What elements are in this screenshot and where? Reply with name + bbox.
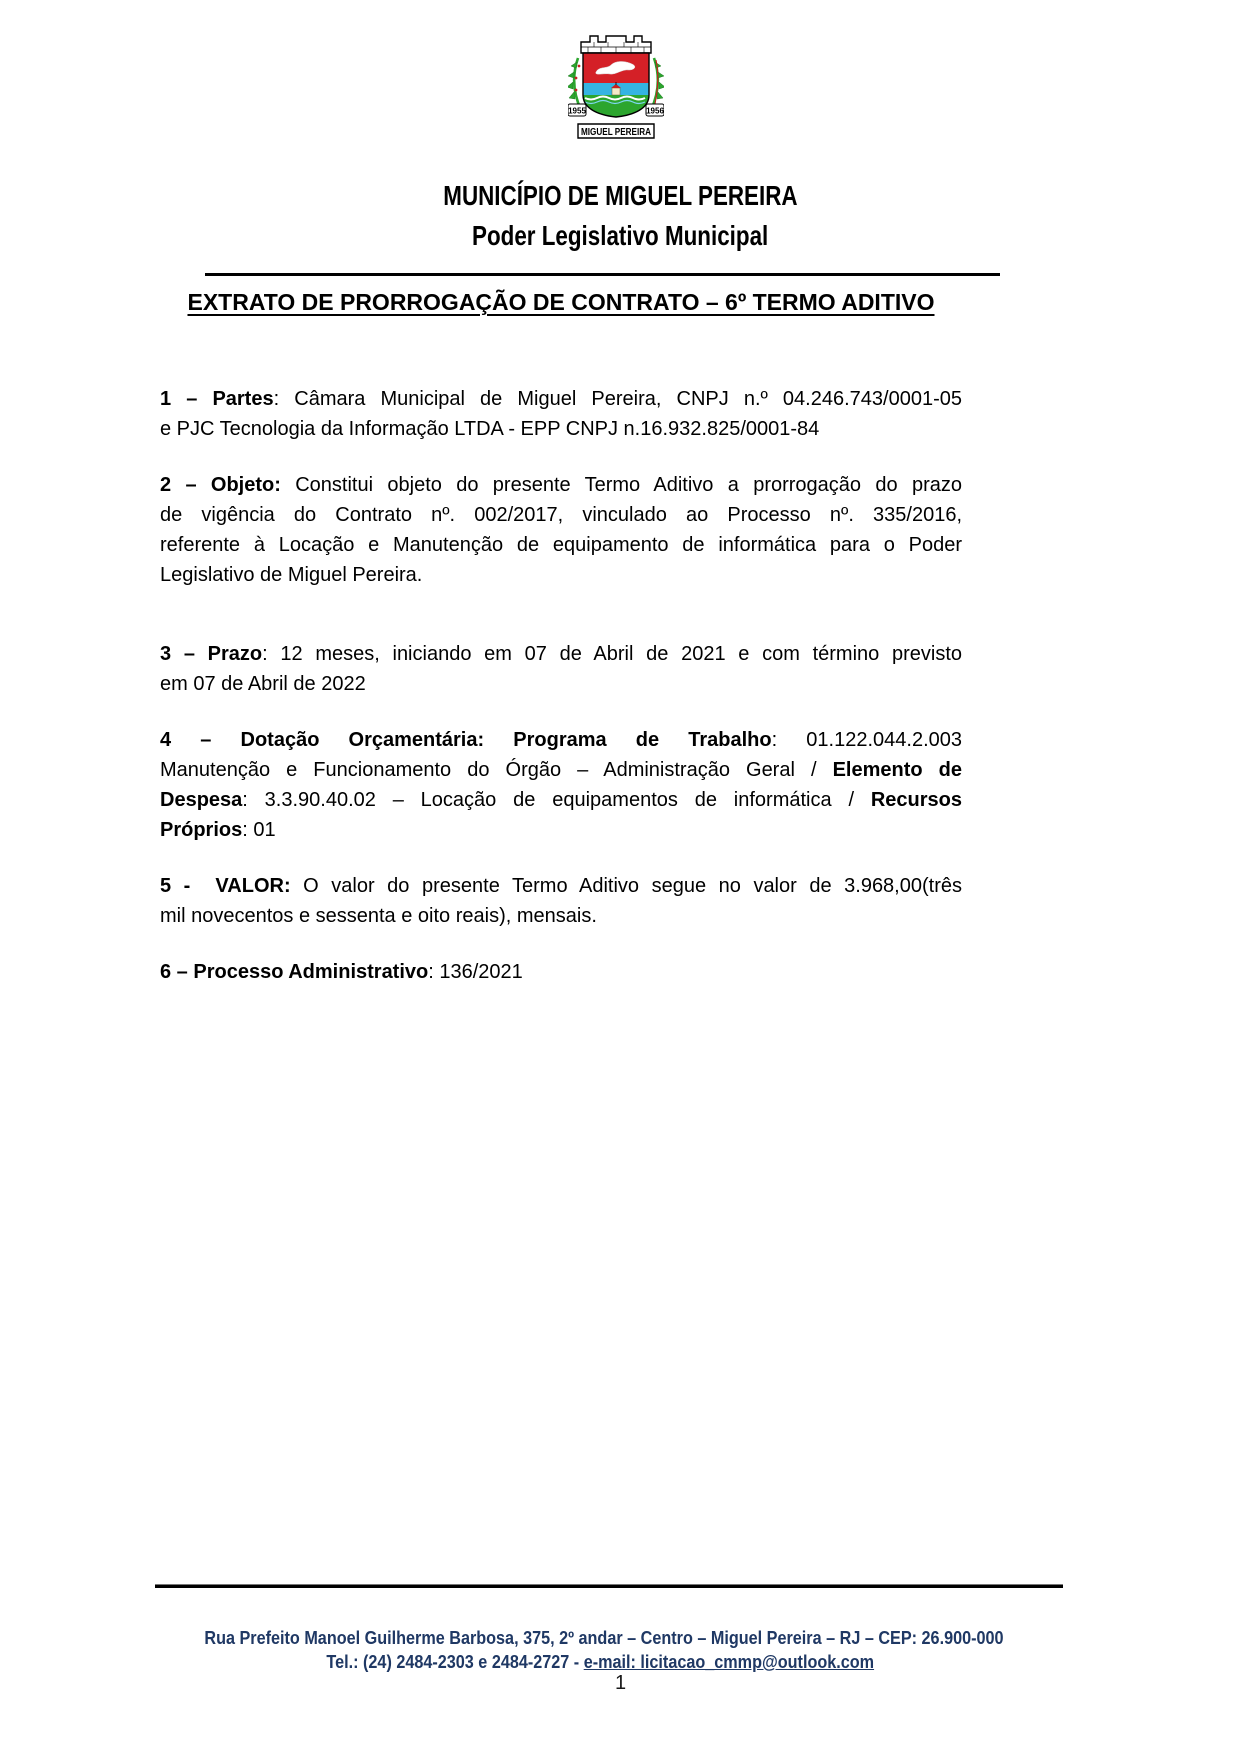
left-branch-icon: [568, 58, 581, 110]
mural-crown-icon: [581, 36, 651, 53]
right-branch-icon: [651, 58, 664, 110]
paragraph-line: em 07 de Abril de 2022: [160, 673, 366, 695]
municipality-title: MUNICÍPIO DE MIGUEL PEREIRA: [443, 180, 798, 211]
municipal-coat-of-arms: [568, 32, 664, 140]
paragraph-line: Despesa: 3.3.90.40.02 – Locação de equipamentos de informática / Recursos: [160, 789, 962, 811]
footer: [160, 1626, 1040, 1674]
svg-text:MIGUEL PEREIRA: MIGUEL PEREIRA: [581, 127, 651, 138]
paragraph-line: referente à Locação e Manutenção de equipamento de informática para o Poder: [160, 534, 962, 556]
body-paragraph: [160, 639, 962, 699]
year-scroll-left: [568, 104, 586, 116]
paragraph-line: 3 – Prazo: 12 meses, iniciando em 07 de Abril de 2021 e com término previsto: [160, 643, 962, 665]
shield-icon: [583, 53, 649, 117]
paragraph-line: e PJC Tecnologia da Informação LTDA - EPP CNPJ n.16.932.825/0001-84: [160, 418, 820, 440]
header-divider: [205, 273, 1000, 276]
crest-banner: [578, 124, 654, 138]
paragraph-line: 4 – Dotação Orçamentária: Programa de Trabalho: 01.122.044.2.003: [160, 729, 962, 751]
footer-divider: [155, 1585, 1063, 1588]
body-paragraph: [160, 470, 962, 590]
paragraph-line: Manutenção e Funcionamento do Órgão – Administração Geral / Elemento de: [160, 759, 962, 781]
document-title: EXTRATO DE PRORROGAÇÃO DE CONTRATO – 6º TERMO ADITIVO: [187, 289, 935, 315]
year-scroll-right: [646, 104, 664, 116]
legislative-subtitle: Poder Legislativo Municipal: [472, 220, 769, 251]
paragraph-line: 2 – Objeto: Constitui objeto do presente Termo Aditivo a prorrogação do prazo: [160, 474, 962, 496]
body-paragraph: [160, 871, 962, 931]
body-paragraph: [160, 725, 962, 845]
footer-address: Rua Prefeito Manoel Guilherme Barbosa, 375, 2º andar – Centro – Miguel Pereira – RJ – CEP: 26.900-000: [204, 1628, 1004, 1648]
paragraph-line: 6 – Processo Administrativo: 136/2021: [160, 961, 523, 983]
svg-text:1955: 1955: [568, 106, 586, 116]
paragraph-line: de vigência do Contrato nº. 002/2017, vinculado ao Processo nº. 335/2016,: [160, 504, 962, 526]
paragraph-line: Legislativo de Miguel Pereira.: [160, 564, 423, 586]
paragraph-line: mil novecentos e sessenta e oito reais), mensais.: [160, 905, 597, 927]
footer-contact: [160, 1650, 1040, 1674]
paragraph-line: 1 – Partes: Câmara Municipal de Miguel Pereira, CNPJ n.º 04.246.743/0001-05: [160, 388, 962, 410]
svg-text:1956: 1956: [646, 106, 664, 116]
email-link[interactable]: e-mail: licitacao_cmmp@outlook.com: [583, 1652, 874, 1672]
document-body: [160, 384, 962, 1013]
paragraph-line: 5 - VALOR: O valor do presente Termo Aditivo segue no valor de 3.968,00(três: [160, 875, 962, 897]
body-paragraph: [160, 957, 962, 987]
page-number: 1: [614, 1672, 627, 1694]
body-paragraph: [160, 384, 962, 444]
footer-phone: Tel.: (24) 2484-2303 e 2484-2727 -: [326, 1652, 584, 1672]
paragraph-line: Próprios: 01: [160, 819, 276, 841]
